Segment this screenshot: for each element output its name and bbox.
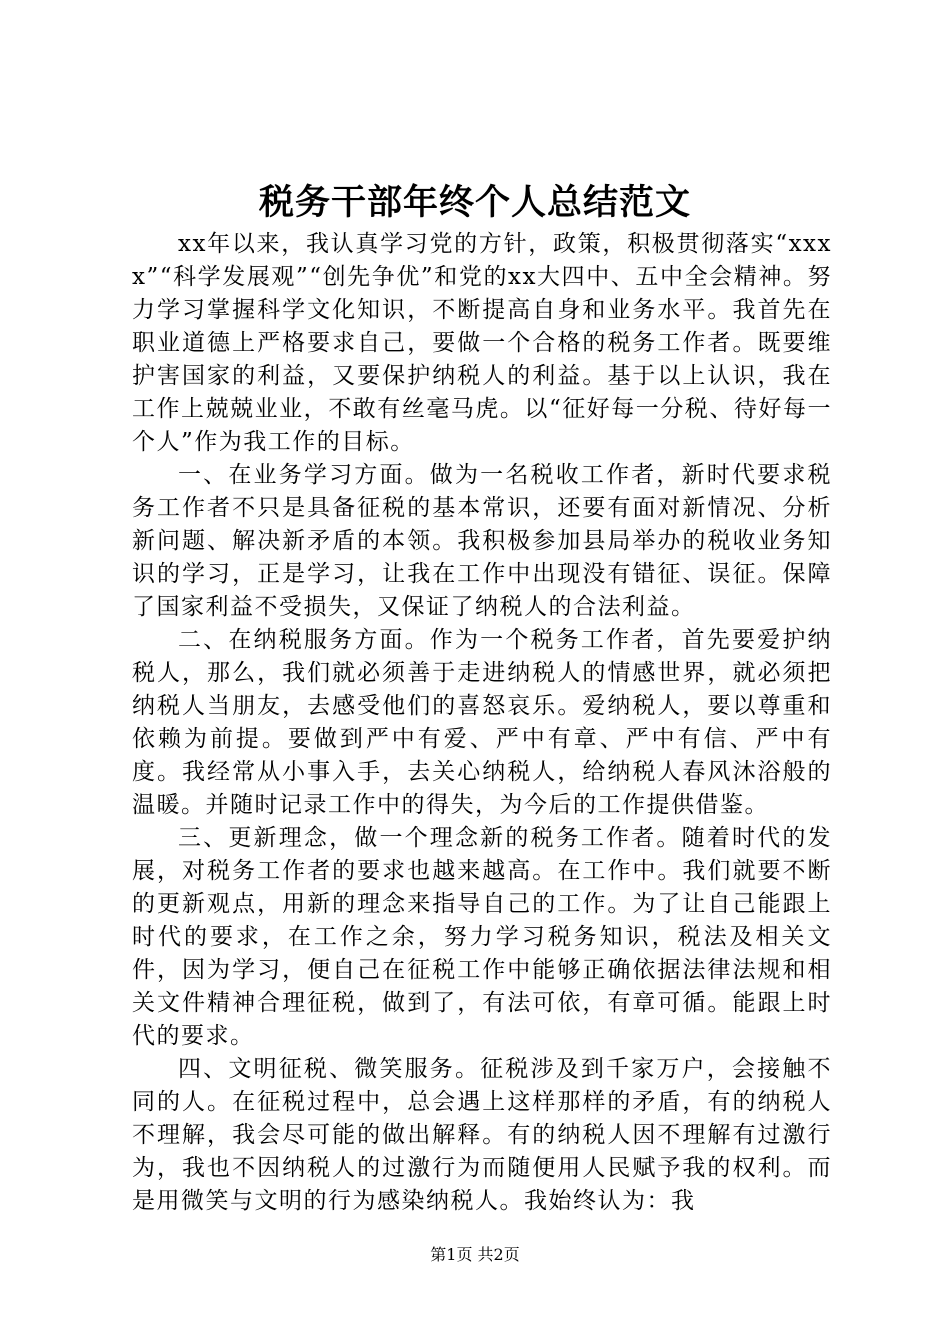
- document-body: [132, 228, 832, 1218]
- paragraph-tax-service: 二、在纳税服务方面。作为一个税务工作者，首先要爱护纳税人，那么，我们就必须善于走进纳税人的情感世界，就必须把纳税人当朋友，去感受他们的喜怒哀乐。爱纳税人，要以尊重和依赖为前提。要做到严中有爱、严中有章、严中有信、严中有度。我经常从小事入手，去关心纳税人，给纳税人春风沐浴般的温暖。并随时记录工作中的得失，为今后的工作提供借鉴。: [132, 627, 832, 818]
- document-title: 税务干部年终个人总结范文: [258, 182, 691, 223]
- paragraph-business-study: 一、在业务学习方面。做为一名税收工作者，新时代要求税务工作者不只是具备征税的基本常识，还要有面对新情况、分析新问题、解决新矛盾的本领。我积极参加县局举办的税收业务知识的学习，正是学习，让我在工作中出现没有错征、误征。保障了国家利益不受损失，又保证了纳税人的合法利益。: [132, 462, 832, 620]
- paragraph-update-ideas: 三、更新理念，做一个理念新的税务工作者。随着时代的发展，对税务工作者的要求也越来越高。在工作中。我们就要不断的更新观点，用新的理念来指导自己的工作。为了让自己能跟上时代的要求，在工作之余，努力学习税务知识，税法及相关文件，因为学习，便自己在征税工作中能够正确依据法律法规和相关文件精神合理征税，做到了，有法可依，有章可循。能跟上时代的要求。: [132, 825, 832, 1049]
- page-number-footer: 第1页 共2页: [430, 1245, 520, 1264]
- paragraph-civilized-taxation: 四、文明征税、微笑服务。征税涉及到千家万户，会接触不同的人。在征税过程中，总会遇上这样那样的矛盾，有的纳税人不理解，我会尽可能的做出解释。有的纳税人因不理解有过激行为，我也不因纳税人的过激行为而随便用人民赋予我的权利。而是用微笑与文明的行为感染纳税人。我始终认为：我: [132, 1056, 832, 1214]
- paragraph-intro: xx年以来，我认真学习党的方针，政策，积极贯彻落实“xxxx”“科学发展观”“创先争优”和党的xx大四中、五中全会精神。努力学习掌握科学文化知识，不断提高自身和业务水平。我首先在职业道德上严格要求自己，要做一个合格的税务工作者。既要维护害国家的利益，又要保护纳税人的利益。基于以上认识，我在工作上兢兢业业，不敢有丝毫马虎。以“征好每一分税、待好每一个人”作为我工作的目标。: [132, 231, 832, 455]
